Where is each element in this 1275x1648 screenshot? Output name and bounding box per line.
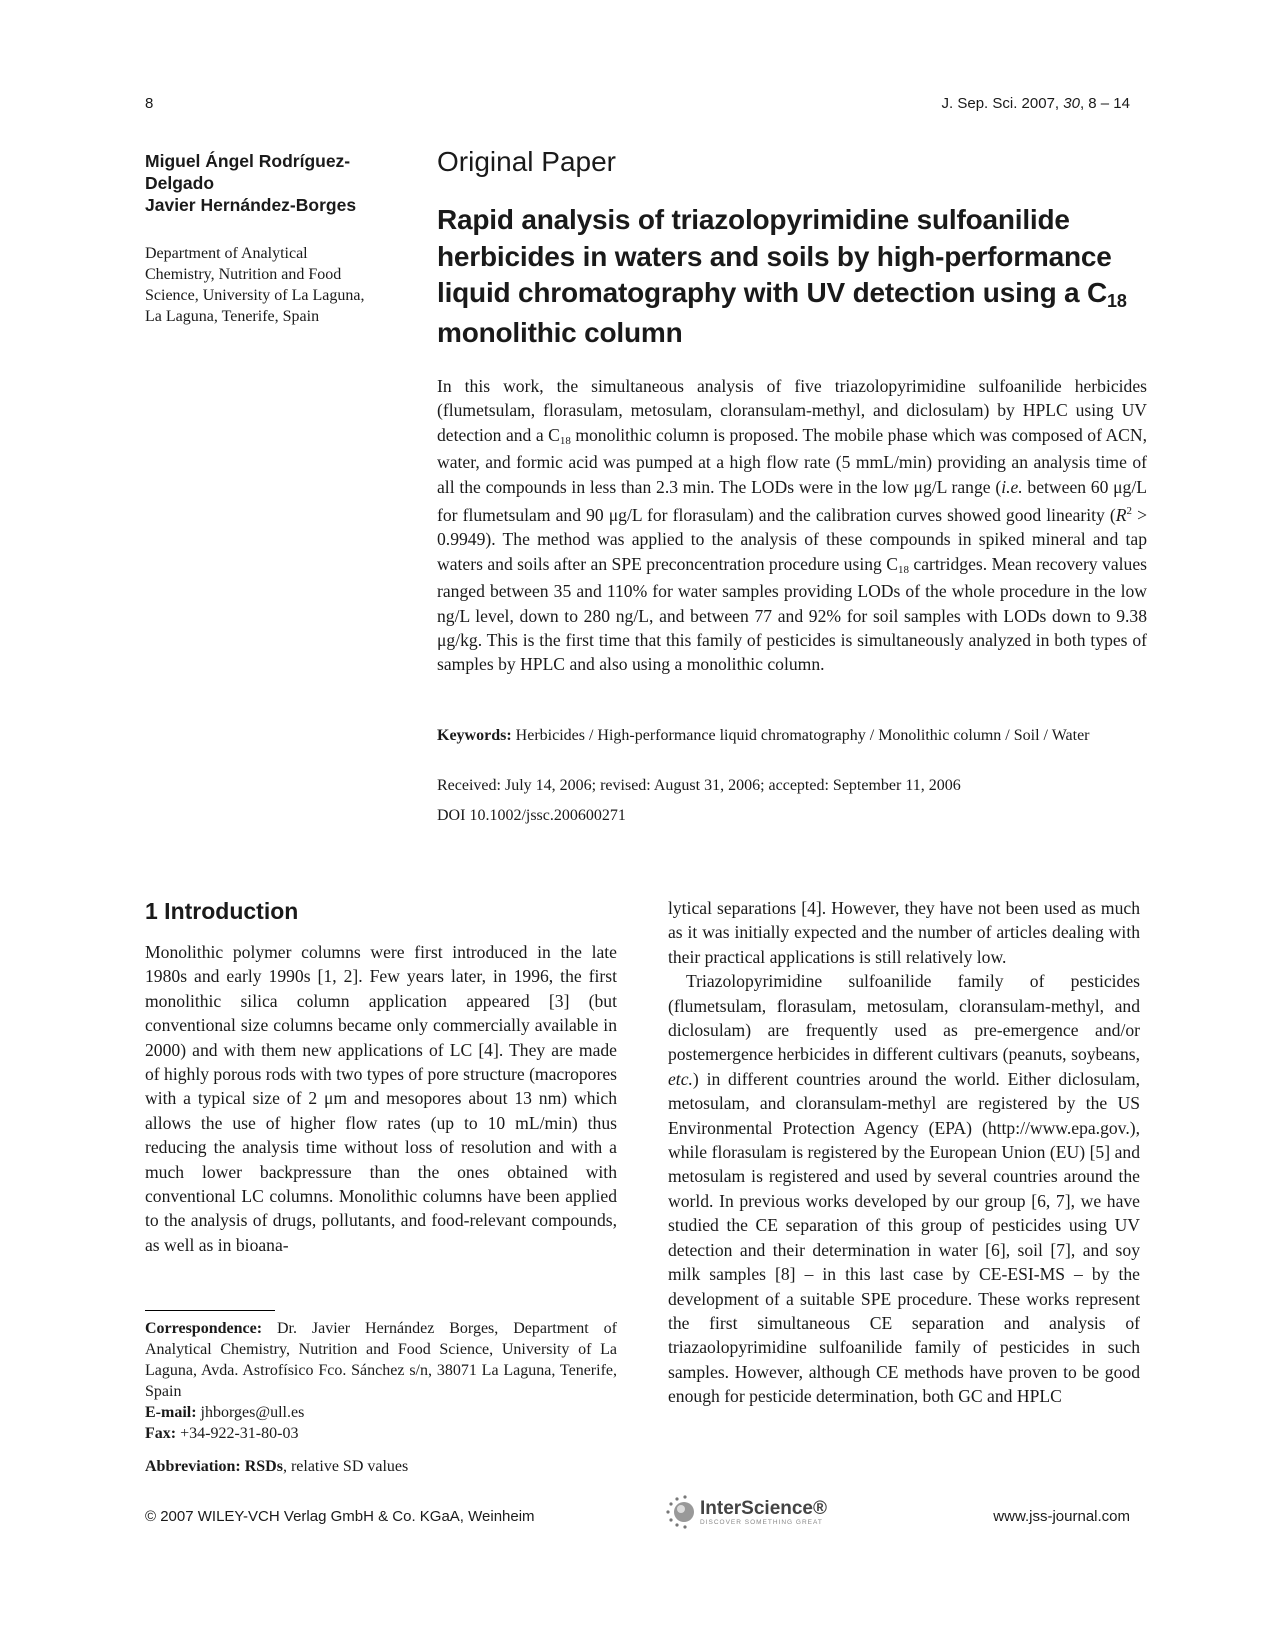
keywords-text: Herbicides / High-performance liquid chromatography / Monolithic column / Soil / Water [511,727,1090,744]
paper-title [437,202,1147,351]
abstract-text: > 0.9949). The method was applied to the analysis of these compounds in spiked mineral and tap waters and soils after an SPE preconcentration procedure using C [437,504,1147,574]
logo-text: InterScience® [700,1498,827,1519]
email-label: E-mail: [145,1404,197,1421]
page-number: 8 [145,95,154,112]
correspondence [145,1318,617,1402]
affiliation-line: Chemistry, Nutrition and Food [145,266,342,283]
abbreviation-note [145,1458,617,1476]
keywords-label: Keywords: [437,727,512,744]
fax-label: Fax: [145,1425,177,1442]
abstract-subscript: 18 [897,563,909,576]
paragraph [668,969,1140,1408]
correspondence-footnote [145,1318,617,1444]
logo-tagline: DISCOVER SOMETHING GREAT [700,1519,823,1526]
journal-volume: 30 [1063,95,1080,112]
paragraph: lytical separations [4]. However, they have not been used as much as it was initially expected and the number of articles dealing with their practical applications is still relatively low. [668,898,1140,967]
author-line: Delgado [145,173,215,193]
journal-website: www.jss-journal.com [993,1508,1130,1525]
article-type: Original Paper [437,146,616,177]
abstract-text: monolithic column is proposed. The mobile phase which was composed of ACN, water, and formic acid was pumped at a high flow rate (5 mmL/min) providing an analysis time of all the compounds in less than 2.3 min. The LODs were in the low μg/L range ( [437,424,1147,497]
keywords [437,725,1147,746]
author-list [145,150,390,216]
fax-value: +34-922-31-80-03 [176,1425,299,1442]
email [145,1402,617,1423]
journal-reference [942,95,1130,112]
affiliation-line: Department of Analytical [145,245,308,262]
body-column-left [145,940,617,1257]
abstract-text: between 60 μg/L for flumetsulam and 90 μg/L for florasulam) and the calibration curves showed good linearity ( [437,476,1147,525]
author-line: Javier Hernández-Borges [145,195,357,215]
title-part: Rapid analysis of triazolopyrimidine sulfoanilide herbicides in waters and soils by high-performance liquid chromatography with UV detection using a C [437,204,1112,308]
abstract-italic: i.e. [1001,476,1023,497]
affiliation-line: Science, University of La Laguna, [145,287,365,304]
title-part: monolithic column [437,316,683,348]
section-heading: 1 Introduction [145,898,299,924]
abstract-italic: R [1115,504,1127,525]
copyright: © 2007 WILEY-VCH Verlag GmbH & Co. KGaA, Weinheim [145,1508,535,1525]
author-line: Miguel Ángel Rodríguez- [145,151,351,171]
journal-pages: , 8 – 14 [1079,95,1130,112]
footnote-divider [145,1310,275,1311]
abstract-superscript: 2 [1126,505,1132,518]
affiliation [145,243,405,327]
abbreviation-term: RSDs [244,1458,283,1475]
abstract [437,374,1147,677]
received-dates: Received: July 14, 2006; revised: August 31, 2006; accepted: September 11, 2006 [437,777,961,794]
paragraph-text: Triazolopyrimidine sulfoanilide family of pesticides (flumetsulam, florasulam, metosulam, cloransulam-methyl, and diclosulam) are frequently used as pre-emergence and/or postemergence herbicides in different cultivars (peanuts, soybeans, [668,971,1140,1065]
body-column-right [668,896,1140,1409]
doi: DOI 10.1002/jssc.200600271 [437,807,626,824]
affiliation-line: La Laguna, Tenerife, Spain [145,308,320,325]
paragraph: Monolithic polymer columns were first introduced in the late 1980s and early 1990s [1, 2]. Few years later, in 1996, the first monolithic silica column application appeared [3] (but conventional size columns became only commercially available in 2000) and with them new applications of LC [4]. They are made of highly porous rods with two types of pore structure (macropores with a typical size of 2 μm and mesopores about 13 nm) which allows the use of higher flow rates (up to 10 mL/min) thus reducing the analysis time without loss of resolution and with a much lower backpressure than the ones obtained with conventional LC columns. Monolithic columns have been applied to the analysis of drugs, pollutants, and food-relevant compounds, as well as in bioana- [145,942,617,1255]
correspondence-label: Correspondence: [145,1320,263,1337]
paragraph-italic: etc. [668,1068,693,1089]
email-value: jhborges@ull.es [196,1404,305,1421]
correspondence-text: Dr. Javier Hernández Borges, Department of Analytical Chemistry, Nutrition and Food Science, University of La Laguna, Avda. Astrofísico Fco. Sánchez s/n, 38071 La Laguna, Tenerife, Spain [145,1320,617,1400]
abbreviation-text: , relative SD values [282,1458,409,1475]
paragraph-text: ) in different countries around the world. Either diclosulam, metosulam, and cloransulam-methyl are registered by the US Environmental Protection Agency (EPA) (http://www.epa.gov.), while florasulam is registered by the European Union (EU) [5] and metosulam is registered and used by several countries around the world. In previous works developed by our group [6, 7], we have studied the CE separation of this group of pesticides using UV detection and their determination in water [6], soil [7], and soy milk samples [8] – in this last case by CE-ESI-MS – by the development of a suitable SPE procedure. These works represent the first simultaneous CE separation and analysis of triazaolopyrimidine sulfoanilide family of pesticides in such samples. However, although CE methods have proven to be good enough for pesticide determination, both GC and HPLC [668,1068,1140,1407]
abstract-text: cartridges. Mean recovery values ranged between 35 and 110% for water samples providing LODs of the whole procedure in the low ng/L level, down to 280 ng/L, and between 77 and 92% for soil samples with LODs down to 9.38 μg/kg. This is the first time that this family of pesticides is simultaneously analyzed in both types of samples by HPLC and also using a monolithic column. [437,553,1147,675]
abstract-subscript: 18 [559,434,571,447]
journal-ref-prefix: J. Sep. Sci. 2007, [941,95,1064,112]
title-subscript: 18 [1107,291,1127,311]
abbreviation-label: Abbreviation: [145,1458,241,1475]
fax [145,1423,617,1444]
abstract-text: In this work, the simultaneous analysis of five triazolopyrimidine sulfoanilide herbicides (flumetsulam, florasulam, metosulam, cloransulam-methyl, and diclosulam) by HPLC using UV detection and a C [437,376,1147,445]
